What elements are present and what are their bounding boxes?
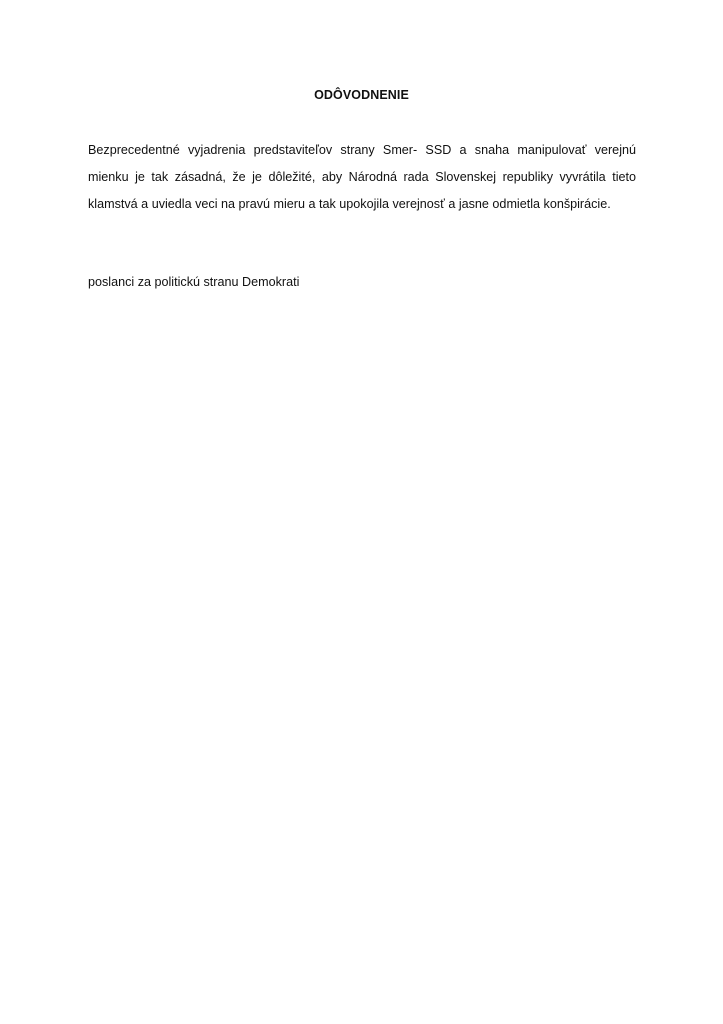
document-title: ODÔVODNENIE: [314, 88, 409, 102]
signature-line: poslanci za politickú stranu Demokrati: [88, 275, 300, 289]
justification-paragraph: Bezprecedentné vyjadrenia predstaviteľov strany Smer- SSD a snaha manipulovať verejnú mienku je tak zásadná, že je dôležité, aby Národná rada Slovenskej republiky vyvrátila tieto klamstvá a uviedla veci na pravú mieru a tak upokojila verejnosť a jasne odmietla konšpirácie.: [88, 143, 636, 211]
